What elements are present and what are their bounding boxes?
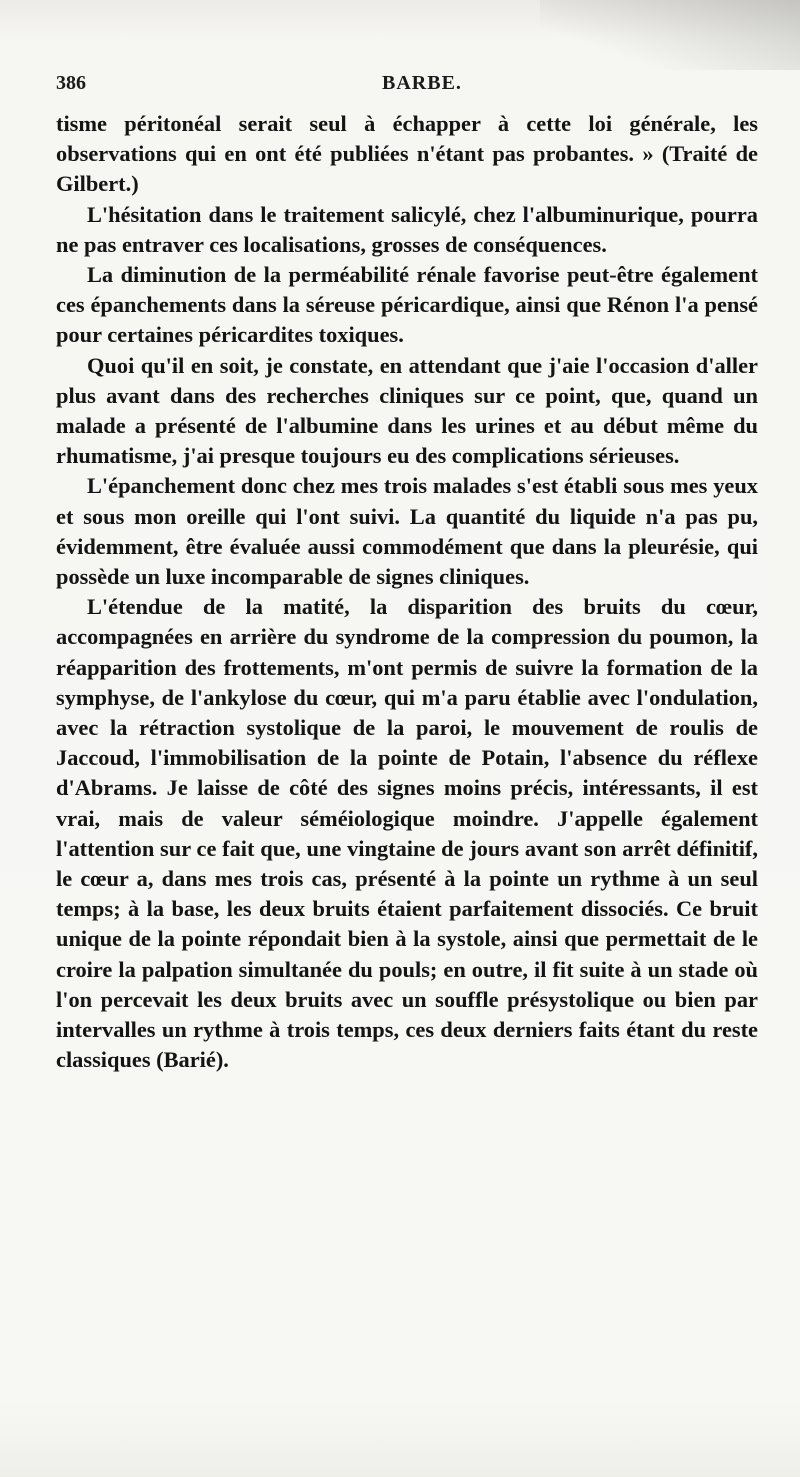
page-edge-shadow: [540, 0, 800, 70]
body-text: [56, 109, 758, 1076]
paragraph: L'épanchement donc chez mes trois malades s'est établi sous mes yeux et sous mon oreille qui l'ont suivi. La quantité du liquide n'a pas pu, évidemment, être évaluée aussi commodément que dans la pleurésie, qui possède un luxe incomparable de signes cliniques.: [56, 473, 758, 590]
page-number: 386: [56, 72, 86, 94]
paragraph: tisme péritonéal serait seul à échapper à cette loi générale, les observations qui en ont été publiées n'étant pas probantes. » (Traité de Gilbert.): [56, 111, 758, 197]
running-head: BARBE.: [382, 72, 462, 94]
paragraph: L'hésitation dans le traitement salicylé, chez l'albuminurique, pourra ne pas entraver ces localisations, grosses de conséquences.: [56, 201, 758, 257]
paragraph: Quoi qu'il en soit, je constate, en attendant que j'aie l'occasion d'aller plus avant dans des recherches cliniques sur ce point, que, quand un malade a présenté de l'albumine dans les urines et au début même du rhumatisme, j'ai presque toujours eu des complications sérieuses.: [56, 352, 758, 469]
paragraph: La diminution de la perméabilité rénale favorise peut-être également ces épanchements dans la séreuse péricardique, ainsi que Rénon l'a pensé pour certaines péricardites toxiques.: [56, 262, 758, 348]
paragraph: L'étendue de la matité, la disparition des bruits du cœur, accompagnées en arrière du syndrome de la compression du poumon, la réapparition des frottements, m'ont permis de suivre la formation de la symphyse, de l'ankylose du cœur, qui m'a paru établie avec l'ondulation, avec la rétraction systolique de la paroi, le mouvement de roulis de Jaccoud, l'immobilisation de la pointe de Potain, l'absence du réflexe d'Abrams. Je laisse de côté des signes moins précis, intéressants, il est vrai, mais de valeur séméiologique moindre. J'appelle également l'attention sur ce fait que, une vingtaine de jours avant son arrêt définitif, le cœur a, dans mes trois cas, présenté à la pointe un rythme à un seul temps; à la base, les deux bruits étaient parfaitement dissociés. Ce bruit unique de la pointe répondait bien à la systole, ainsi que permettait de le croire la palpation simultanée du pouls; en outre, il fit suite à un stade où l'on percevait les deux bruits avec un souffle présystolique ou bien par intervalles un rythme à trois temps, ces deux derniers faits étant du reste classiques (Barié).: [56, 594, 758, 1073]
page-header: [56, 72, 756, 96]
